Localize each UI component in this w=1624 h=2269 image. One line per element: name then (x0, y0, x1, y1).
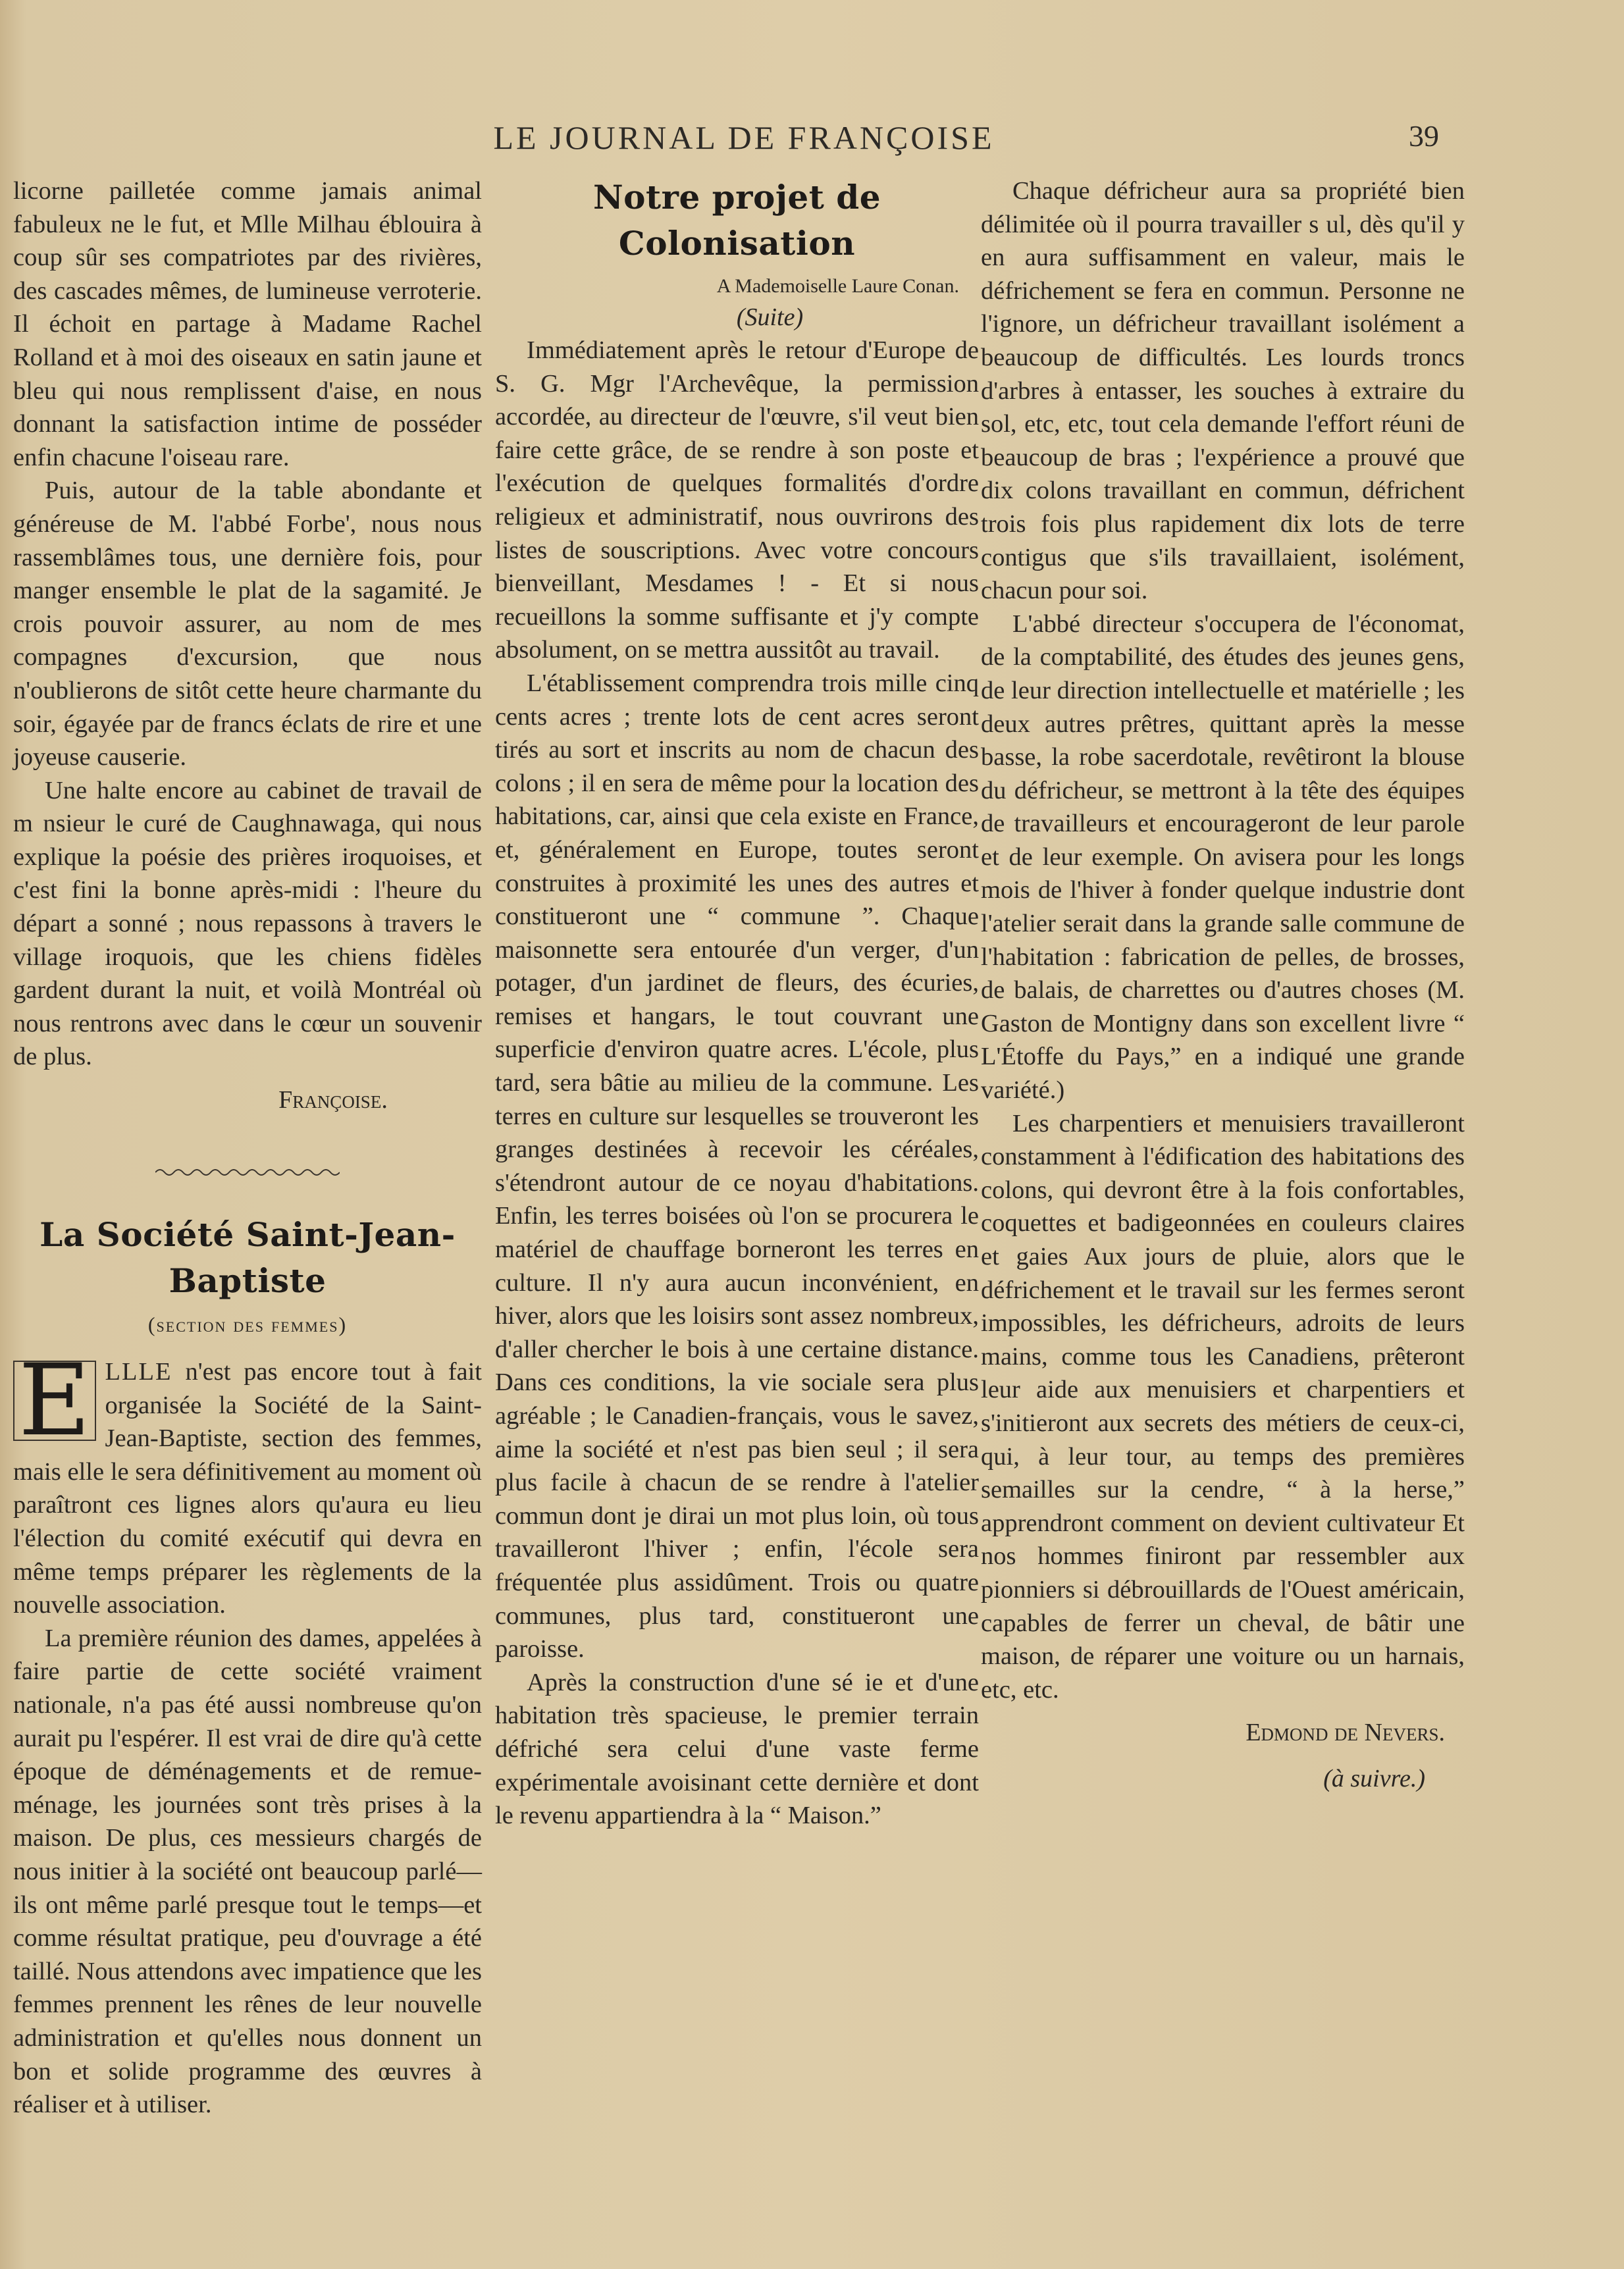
column-middle (495, 174, 979, 1833)
paragraph-text: n'est pas encore tout à fait organisée la Société de la Saint-Jean-Baptiste, section des femmes, mais elle le sera définitivement au moment où paraîtront ces lignes alors qu'aura eu lieu l'élection du comité exécutif qui devra en même temps préparer les règlements de la nouvelle association. (13, 1358, 483, 1619)
paragraph: La première réunion des dames, appelées à faire partie de cette société vraiment nationale, n'a pas été aussi nombreuse qu'on aurait pu l'espérer. Il est vrai de dire qu'à cette époque de déménagements et de remue-ménage, les journées sont très prises à la maison. De plus, ces messieurs chargés de nous initier à la société ont beaucoup parlé—ils ont même parlé presque tout le temps—et comme résultat pratique, peu d'ouvrage a été taillé. Nous attendons avec impatience que les femmes prennent les rênes de leur nouvelle administration et qu'elles nous donnent un bon et solide programme des œuvres à réaliser et à utiliser. (13, 1624, 482, 2119)
wavy-divider-ornament (155, 1166, 340, 1179)
paragraph: Après la construction d'une sé ie et d'une habitation très spacieuse, le premier terrain défriché sera celui d'une vaste ferme expérimentale avoisinant cette dernière et dont le revenu appartiendra à la “ Maison.” (495, 1668, 979, 1830)
article-title: Notre projet de Colonisation (592, 178, 881, 263)
paragraph-with-dropcap (13, 1343, 483, 1622)
section-title: La Société Saint-Jean-Baptiste (39, 1215, 456, 1301)
article-signature: Françoise. (278, 1086, 388, 1114)
page-number: 39 (1409, 119, 1439, 153)
lead-word: LLLE (105, 1358, 172, 1386)
article-signature: Edmond de Nevers. (1245, 1719, 1445, 1747)
running-title: LE JOURNAL DE FRANÇOISE (493, 119, 995, 156)
paragraph: licorne pailletée comme jamais animal fabuleux ne le fut, et Mlle Milhau éblouira à coup sûr ses compatriotes par des rivières, des cascades mêmes, de lumineuse verroterie. Il échoit en partage à Madame Rachel Rolland et à moi des oiseaux en satin jaune et bleu qui nous remplissent d'aise, en nous donnant la satisfaction intime de posséder enfin chacune l'oiseau rare. (13, 177, 482, 471)
paragraph: Les charpentiers et menuisiers travailleront constamment à l'édification des habitations des colons, qui devront être à la fois confortables, coquettes et badigeonnées en couleurs claires et gaies Aux jours de pluie, alors que le défrichement et le travail sur les fermes seront impossibles, les défricheurs, adroits de leurs mains, comme tous les Canadiens, prêteront leur aide aux menuisiers et charpentiers et s'initieront aux secrets des métiers de ceux-ci, qui, à leur tour, au temps des premières semailles sur la cendre, “ à la herse,” apprendront comment on devient cultivateur Et nos hommes finiront par ressembler aux pionniers si débrouillards de l'Ouest américain, capables de ferrer un cheval, de bâtir une maison, de réparer une voiture ou un harnais, etc, etc. (981, 1109, 1465, 1704)
column-left (13, 174, 482, 2122)
dedication: A Mademoiselle Laure Conan. (716, 275, 959, 297)
paragraph: L'abbé directeur s'occupera de l'économat, de la comptabilité, des études des jeunes gens, de leur direction intellectuelle et matérielle ; les deux autres prêtres, quittant après la messe basse, la robe sacerdotale, revêtiront la blouse du défricheur, se mettront à la tête des équipes de travailleurs et encourageront de leur parole et de leur exemple. On avisera pour les longs mois de l'hiver à fonder quelque industrie dont l'atelier serait dans la grande salle commune de l'habitation : fabrication de pelles, de brosses, de balais, de charrettes ou d'autres choses (M. Gaston de Montigny dans son excellent livre “ L'Étoffe du Pays,” en a indiqué une grande variété.) (981, 610, 1465, 1105)
paragraph: L'établissement comprendra trois mille cinq cents acres ; trente lots de cent acres seront tirés au sort et inscrits au nom de chacun des colons ; il en sera de même pour la location des habitations, car, ainsi que cela existe en France, et, généralement en Europe, toutes seront construites à proximité les unes des autres et constitueront une “ commune ”. Chaque maisonnette sera entourée d'un verger, d'un potager, d'un jardinet de fleurs, des écuries, remises et hangars, le tout couvrant une superficie d'environ quatre acres. L'école, plus tard, sera bâtie au milieu de la commune. Les terres en culture sur lesquelles se trouveront les granges destinées à recevoir les céréales, s'étendront autour de ce noyau d'habitations. Enfin, les terres boisées où l'on se procurera le matériel de chauffage borneront les terres en culture. Il n'y aura aucun inconvénient, en hiver, alors que les loisirs sont assez nombreux, d'aller chercher le bois à une certaine distance. Dans ces conditions, la vie sociale sera plus agréable ; le Canadien-français, vous le savez, aime la société et n'est pas bien seul ; il sera plus facile à chacun de se rendre à l'atelier commun dont je dirai un mot plus loin, où tous travailleront l'hiver ; enfin, l'école sera fréquentée plus assidûment. Trois ou quatre communes, plus tard, constitueront une paroisse. (495, 669, 979, 1663)
to-be-continued-note: (à suivre.) (1323, 1765, 1425, 1793)
page-header (0, 118, 1624, 171)
continuation-note: (Suite) (736, 303, 804, 331)
paragraph: Puis, autour de la table abondante et généreuse de M. l'abbé Forbe', nous nous rassemblâmes tous, une dernière fois, pour manger ensemble le plat de la sagamité. Je crois pouvoir assurer, au nom de mes compagnes d'excursion, que nous n'oublierons de sitôt cette heure charmante du soir, égayée par de francs éclats de rire et une joyeuse causerie. (13, 477, 482, 771)
column-right (981, 174, 1465, 1798)
section-subtitle: (section des femmes) (147, 1313, 348, 1337)
paragraph: Immédiatement après le retour d'Europe de S. G. Mgr l'Archevêque, la permission accordée, au directeur de l'œuvre, s'il veut bien faire cette grâce, de se rendre à son poste et l'exécution de quelques formalités d'ordre religieux et administratif, nous ouvrirons des listes de souscriptions. Avec votre concours bienveillant, Mesdames ! - Et si nous recueillons la somme suffisante et j'y compte absolument, on se mettra aussitôt au travail. (495, 336, 979, 664)
paragraph: Une halte encore au cabinet de travail de m nsieur le curé de Caughnawaga, qui nous explique la poésie des prières iroquoises, et c'est fini la bonne après-midi : l'heure du départ a sonné ; nous repassons à travers le village iroquois, que les chiens fidèles gardent durant la nuit, et voilà Montréal où nous rentrons avec dans le cœur un souvenir de plus. (13, 776, 482, 1071)
dropcap-letter: E (13, 1361, 96, 1441)
paragraph: Chaque défricheur aura sa propriété bien délimitée où il pourra travailler s ul, dès qu'il y en aura suffisamment en valeur, mais le défrichement se fera en commun. Personne ne l'ignore, un défricheur travaillant isolément a beaucoup de difficultés. Les lourds troncs d'arbres à entasser, les souches à extraire du sol, etc, etc, tout cela demande l'effort réuni de beaucoup de bras ; l'expérience a prouvé que dix colons travaillant en commun, défrichent trois fois plus rapidement dix lots de terre contigus que s'ils travaillaient, isolément, chacun pour soi. (981, 177, 1465, 605)
